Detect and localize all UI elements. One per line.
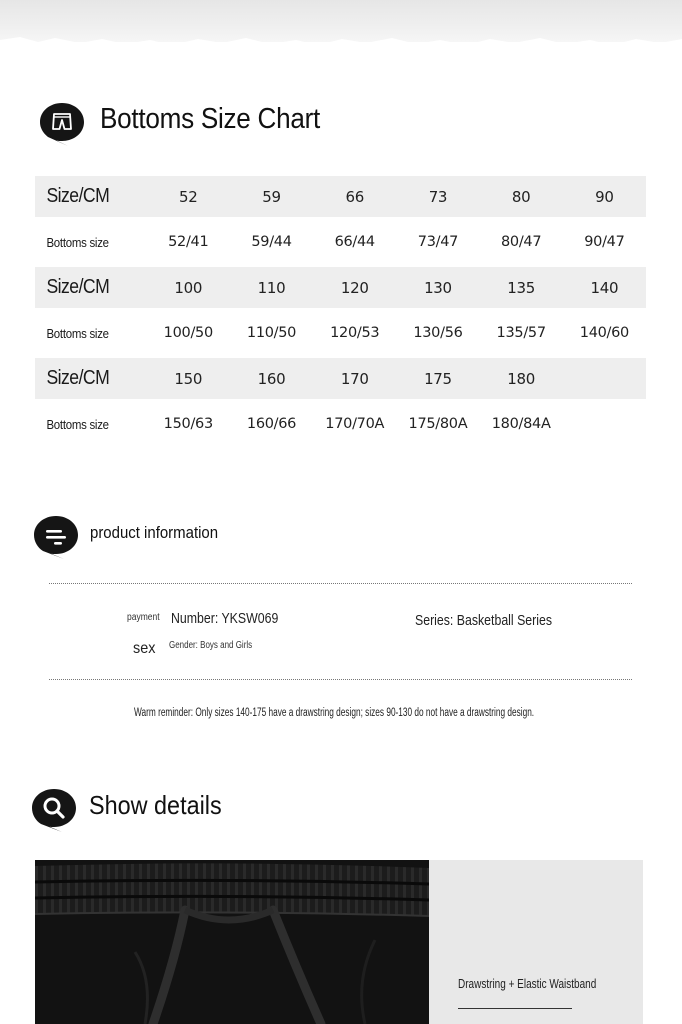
size-cell: 52 <box>179 187 198 206</box>
bottoms-cell: 100/50 <box>163 325 213 341</box>
bottoms-cell: 110/50 <box>246 325 297 341</box>
product-info-title: product information <box>90 523 219 542</box>
waistband-detail-photo <box>35 860 429 1024</box>
bottoms-cell: 135/57 <box>496 325 546 341</box>
size-chart-title: Bottoms Size Chart <box>100 102 320 135</box>
chat-lines-icon <box>34 515 78 555</box>
divider-bottom <box>49 679 632 680</box>
bottoms-cell: 180/84A <box>491 416 551 432</box>
bottoms-cell: 140/60 <box>579 325 629 341</box>
size-chart-table <box>35 176 646 449</box>
size-cell: 140 <box>590 278 619 297</box>
size-label: Size/CM <box>46 276 110 298</box>
size-cell: 90 <box>595 187 614 206</box>
product-number: Number: YKSW069 <box>171 611 279 627</box>
product-series: Series: Basketball Series <box>415 613 553 629</box>
bottoms-cell: 150/63 <box>163 416 213 432</box>
size-cell: 135 <box>507 278 536 297</box>
bottoms-label: Bottoms size <box>46 416 109 432</box>
bottoms-row <box>35 308 646 358</box>
size-cell: 73 <box>428 187 448 206</box>
show-details-header <box>32 788 236 828</box>
size-cell: 110 <box>257 278 286 297</box>
size-cell: 130 <box>424 278 452 297</box>
bottoms-cell: 170/70A <box>325 416 385 432</box>
bottoms-cell: 52/41 <box>168 234 209 250</box>
bottoms-cell: 59/44 <box>251 234 292 250</box>
bottoms-cell: 66/44 <box>334 234 375 250</box>
size-chart-header <box>40 101 344 141</box>
bottoms-cell: 175/80A <box>408 416 468 432</box>
detail-caption: Drawstring + Elastic Waistband <box>458 977 597 991</box>
size-row <box>35 176 646 217</box>
bottoms-label: Bottoms size <box>46 234 109 250</box>
size-cell: 170 <box>340 369 369 388</box>
size-label: Size/CM <box>46 367 110 389</box>
bottoms-label: Bottoms size <box>46 325 109 341</box>
size-cell: 175 <box>424 369 452 388</box>
bottoms-cell: 130/56 <box>413 325 463 341</box>
size-cell: 59 <box>262 187 281 206</box>
product-info-header <box>34 515 236 555</box>
product-gender: Gender: Boys and Girls <box>169 640 253 651</box>
torn-edge-decoration <box>0 34 682 48</box>
search-icon <box>32 788 76 828</box>
bottoms-cell: 80/47 <box>501 234 542 250</box>
shorts-icon <box>40 101 84 141</box>
caption-underline <box>458 1008 572 1009</box>
bottoms-cell: 160/66 <box>246 416 297 432</box>
show-details-title: Show details <box>89 789 222 820</box>
bottoms-row <box>35 399 646 449</box>
size-row <box>35 267 646 308</box>
size-cell: 66 <box>345 187 364 206</box>
payment-label: payment <box>127 612 160 623</box>
size-row <box>35 358 646 399</box>
size-cell: 180 <box>507 369 536 388</box>
warm-reminder: Warm reminder: Only sizes 140-175 have a drawstring design; sizes 90-130 do not have a drawstring design. <box>134 707 535 719</box>
bottoms-row <box>35 217 646 267</box>
size-cell: 150 <box>174 369 203 388</box>
sex-label: sex <box>133 640 156 657</box>
divider-top <box>49 583 632 584</box>
size-label: Size/CM <box>46 185 110 207</box>
size-cell: 100 <box>174 278 203 297</box>
bottoms-cell: 90/47 <box>584 234 625 250</box>
size-cell: 80 <box>511 187 531 206</box>
bottoms-cell: 120/53 <box>330 325 380 341</box>
torn-paper-header <box>0 0 682 42</box>
size-cell: 120 <box>340 278 369 297</box>
bottoms-cell: 73/47 <box>417 234 459 250</box>
detail-caption-panel <box>429 860 643 1024</box>
size-cell: 160 <box>257 369 286 388</box>
